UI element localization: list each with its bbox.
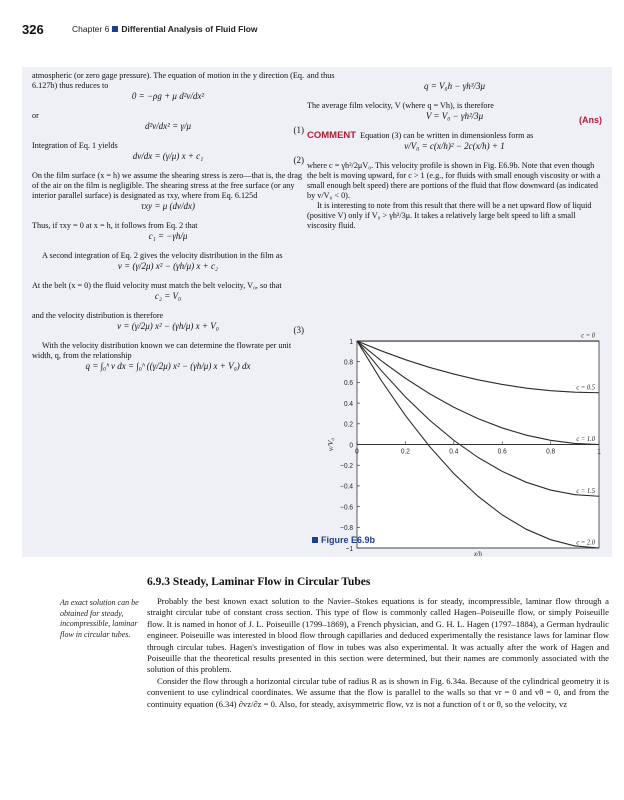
right-paragraph-1: and thus (307, 71, 335, 80)
y-tick-label: 0.8 (343, 359, 353, 367)
y-tick-label: −1 (345, 545, 353, 553)
square-bullet-icon (112, 26, 118, 32)
equation-c1 (32, 231, 304, 251)
left-paragraph-1: atmospheric (or zero gage pressure). The equation of motion in the y direction (Eq. 6.127b) thus reduces to (32, 71, 304, 90)
chapter-label: Chapter 6 (72, 24, 110, 34)
section-paragraph-1: Probably the best known exact solution to the Navier–Stokes equations is for steady, incompressible, laminar flow through a straight circular tube of constant cross section. This type of flow is commonly called Hagen–Poiseuille flow, or simply Poiseuille flow. It is named in honor of J. L. Poiseuille (1799–1869), a French physician, and G. H. L. Hagen (1797–1884), a German hydraulic engineer. Poiseuille was interested in blood flow through capillaries and deduced experimentally the resistance laws for laminar flow through circular tubes. Hagen's investigation of flow in tubes was also experimental. It was actually after the work of Hagen and Poiseuille that the theoretical results presented in this section were determined, but their names are commonly associated with the solution of this problem. (147, 596, 609, 675)
y-tick-label: 0.6 (343, 379, 353, 388)
equation-text: dv/dx = (γ/μ) x + c₁ (132, 151, 204, 161)
y-tick-label: −0.4 (340, 483, 353, 491)
y-tick-label: 1 (349, 338, 353, 346)
figure-caption (309, 535, 375, 545)
comment-text: Equation (3) can be written in dimensionless form as (360, 131, 534, 140)
equation-text: v = (γ/2μ) x² − (γh/μ) x + c₂ (117, 261, 219, 271)
equation-text: c₂ = V₀ (154, 291, 182, 301)
example-panel (22, 67, 612, 557)
x-tick-label: 0 (355, 448, 359, 456)
left-paragraph-2: Integration of Eq. 1 yields (32, 141, 118, 150)
equation-flowrate (307, 81, 602, 101)
square-bullet-icon (312, 537, 318, 543)
right-column (307, 71, 602, 231)
equation-text: d²v/dx² = γ/μ (144, 121, 192, 131)
comment-label: COMMENT (307, 130, 357, 141)
equation-dimensionless (307, 141, 602, 161)
equation-text: c₁ = −γh/μ (148, 231, 188, 241)
equation-velocity-general (32, 261, 304, 281)
page-header (22, 22, 612, 62)
section-title: 6.9.3 Steady, Laminar Flow in Circular Tubes (147, 576, 371, 588)
y-tick-label: −0.8 (340, 524, 353, 533)
right-paragraph-2: The average film velocity, V (where q = Vh), is therefore (307, 101, 494, 110)
y-tick-label: −0.6 (340, 504, 353, 512)
equation-text: q = V₀h − γh³/3μ (423, 81, 486, 91)
x-axis-label: x/h (474, 550, 482, 557)
equation-2 (32, 151, 304, 171)
equation-label: (3) (293, 325, 304, 335)
left-paragraph-4: Thus, if τxy = 0 at x = h, it follows from Eq. 2 that (32, 221, 198, 230)
equation-motion (32, 91, 304, 111)
series-label: c = 1.5 (576, 487, 595, 495)
x-tick-label: 1 (597, 448, 601, 456)
x-tick-label: 0.6 (497, 448, 507, 456)
equation-3 (32, 321, 304, 341)
figure-caption-id: E6.9b (351, 535, 376, 545)
series-label: c = 1.0 (576, 435, 595, 444)
equation-text: 0 = −ρg + μ d²v/dx² (131, 91, 205, 101)
series-label: c = 2.0 (576, 539, 595, 547)
equation-text: q = ∫₀ʰ v dx = ∫₀ʰ ((γ/2μ) x² − (γh/μ) x + V₀) dx (85, 361, 251, 371)
chapter-title: Differential Analysis of Fluid Flow (121, 24, 258, 34)
running-head (72, 24, 258, 34)
velocity-profile-chart (307, 332, 607, 557)
y-tick-label: 0.4 (343, 400, 353, 409)
equation-label: (2) (293, 155, 304, 165)
x-tick-label: 0.2 (400, 448, 410, 456)
section-body (147, 596, 609, 710)
equation-text: V = V₀ − γh²/3μ (425, 111, 484, 121)
y-axis-label: v/V₀ (326, 437, 335, 452)
series-label: c = 0.5 (576, 384, 595, 392)
figure-caption-prefix: Figure (321, 535, 349, 545)
equation-c2 (32, 291, 304, 311)
margin-note: An exact solution can be obtained for steady, incompressible, laminar flow in circular tubes. (60, 598, 139, 639)
right-paragraph-4: where c = γh²/2μV₀. This velocity profile is shown in Fig. E6.9b. Note that even though the belt is moving upward, for c > 1 (e.g., for fluids with small enough viscosity or with a small enough belt speed) there are portions of the fluid that flow downward (as indicated by v/V₀ < 0). (307, 161, 601, 200)
x-tick-label: 0.4 (449, 448, 459, 456)
y-tick-label: 0.2 (343, 421, 353, 429)
equation-shear (32, 201, 304, 221)
left-paragraph-8: With the velocity distribution known we can determine the flowrate per unit width, q, from the relationship (32, 341, 292, 360)
right-paragraph-5: It is interesting to note from this result that there will be a net upward flow of liquid (positive V) only if V₀ > γh²/3μ. It takes a relatively large belt speed to lift a small viscosity fluid. (307, 201, 592, 230)
series-label: c = 0 (581, 332, 595, 340)
y-tick-label: 0 (349, 442, 353, 450)
equation-text: v/V₀ = c(x/h)² − 2c(x/h) + 1 (404, 141, 505, 151)
left-paragraph-6: At the belt (x = 0) the fluid velocity must match the belt velocity, V₀, so that (32, 281, 282, 290)
left-column (32, 71, 304, 381)
left-paragraph-5: A second integration of Eq. 2 gives the velocity distribution in the film as (42, 251, 283, 260)
left-or: or (32, 111, 39, 120)
equation-flowrate-integral (32, 361, 304, 381)
equation-text: v = (γ/2μ) x² − (γh/μ) x + V₀ (117, 321, 219, 331)
equation-average-velocity (307, 111, 602, 131)
equation-text: τxy = μ (dv/dx) (140, 201, 196, 211)
answer-label: (Ans) (579, 115, 602, 125)
x-tick-label: 0.8 (546, 448, 556, 456)
left-paragraph-7: and the velocity distribution is therefore (32, 311, 164, 320)
equation-label: (1) (293, 125, 304, 135)
right-paragraph-3 (307, 131, 602, 141)
y-tick-label: −0.2 (340, 462, 353, 471)
page-number: 326 (22, 22, 44, 37)
section-paragraph-2: Consider the flow through a horizontal circular tube of radius R as is shown in Fig. 6.34a. Because of the cylindrical geometry it is convenient to use cylindrical coordinates. We assume that the flow is parallel to the walls so that vr = 0 and vθ = 0, and from the continuity equation (6.34) ∂vz/∂z = 0. Also, for steady, axisymmetric flow, vz is not a function of t or θ, so the velocity, vz (147, 675, 609, 709)
left-paragraph-3: On the film surface (x = h) we assume the shearing stress is zero—that is, the drag of the air on the film is negligible. The shearing stress at the free surface (or any interior parallel surface) is designated as τxy, where from Eq. 6.125d (32, 171, 302, 200)
equation-1 (32, 121, 304, 141)
